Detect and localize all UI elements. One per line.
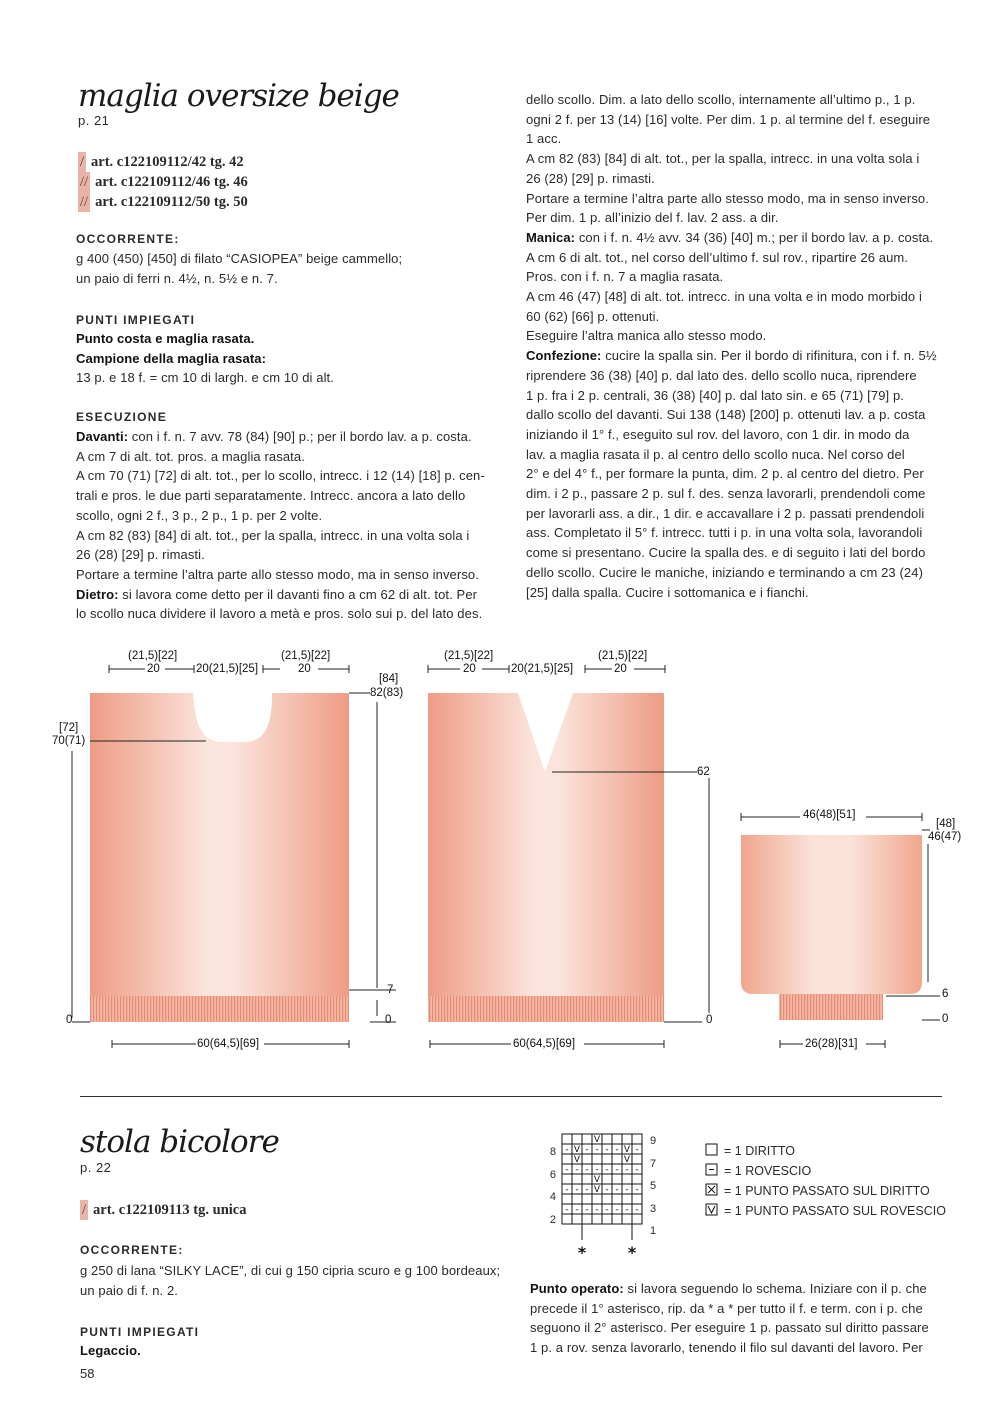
dim-label: [48] [936,818,956,830]
legend-item: = 1 PUNTO PASSATO SUL DIRITTO [724,1184,930,1198]
dim-label: 0 [706,1014,713,1026]
svg-text:-: - [565,1165,569,1175]
svg-text:-: - [605,1165,609,1175]
svg-text:V: V [573,1155,581,1165]
svg-text:-: - [605,1205,609,1215]
svg-text:-: - [585,1165,589,1175]
dim-label: (21,5)[22] [281,650,331,662]
svg-text:-: - [625,1205,629,1215]
materials-text: g 250 di lana “SILKY LACE”, di cui g 150 cipria scuro e g 100 bordeaux; un paio di f. n. 2. [80,1263,501,1298]
dim-label: 26(28)[31] [805,1038,858,1050]
article-line: / art. c122109113 tg. unica [82,1202,247,1218]
svg-text:-: - [635,1165,639,1175]
dim-label: 20(21,5)[25] [511,663,574,675]
svg-text:-: - [605,1185,609,1195]
dim-label: 0 [942,1013,949,1025]
dim-label: 60(64,5)[69] [513,1038,576,1050]
svg-text:-: - [615,1165,619,1175]
dim-label: (21,5)[22] [444,650,494,662]
dim-label: 82(83) [370,687,404,699]
svg-text:-: - [615,1185,619,1195]
dim-label: [84] [379,673,399,685]
size-marker: // [80,194,89,210]
dim-label: 62 [697,766,710,778]
article-line: // art. c122109112/46 tg. 46 [80,174,248,190]
svg-text:V: V [623,1145,631,1155]
dim-label: 20 [463,663,476,675]
legend-item: = 1 DIRITTO [724,1144,795,1158]
svg-text:-: - [585,1205,589,1215]
dim-label: 70(71) [52,735,86,747]
article-line: // art. c122109112/50 tg. 50 [80,194,248,210]
svg-text:-: - [595,1145,599,1155]
stitches-text: Punto costa e maglia rasata. Campione della maglia rasata: 13 p. e 18 f. = cm 10 di largh. e cm 10 di alt. [76,331,334,386]
chart-row-numbers-right: 9 7 5 3 1 [650,1135,657,1237]
legend-empty-box [706,1144,717,1155]
stitches-text: Legaccio. [80,1343,141,1358]
dim-label: 20(21,5)[25] [196,663,259,675]
instructions-left-column: Davanti: con i f. n. 7 avv. 78 (84) [90] p.; per il bordo lav. a p. costa. A cm 7 di alt. tot. pros. a maglia rasata. A cm 70 (71) [72] di alt. tot., per lo scollo, intrecc. i 12 (14) [18] p. cen- trali e pros. le due parti separatamente. Intrecc. ancora a lato dello scollo, ogni 2 f., 3 p., 2 p., 1 p. per 2 volte. A cm 82 (83) [84] di alt. tot., per la spalla, intrecc. in una volta sola i 26 (28) [29] p. rimasti. Portare a termine l’altra parte allo stesso modo, ma in senso inverso. Dietro: si lavora come detto per il davanti fino a cm 62 di alt. tot. Per lo scollo nuca dividere il lavoro a metà e pros. solo sui p. del lato des. [76,429,485,622]
svg-text:-: - [635,1205,639,1215]
pattern-title: maglia oversize beige [78,78,399,114]
page-number: 58 [80,1366,95,1381]
size-marker: / [80,154,85,170]
dim-label: (21,5)[22] [128,650,178,662]
pattern-title: stola bicolore [80,1124,279,1160]
article-line: / art. c122109112/42 tg. 42 [80,154,244,170]
svg-text:V: V [593,1175,601,1185]
svg-text:-: - [625,1185,629,1195]
dim-label: 7 [387,984,394,996]
svg-text:-: - [595,1165,599,1175]
svg-text:-: - [575,1205,579,1215]
svg-text:-: - [635,1185,639,1195]
dim-label: 0 [385,1014,392,1026]
dim-label: 60(64,5)[69] [197,1038,260,1050]
svg-text:V: V [573,1145,581,1155]
section-heading: OCCORRENTE: [80,1243,184,1257]
svg-text:-: - [565,1205,569,1215]
instructions-right-column: dello scollo. Dim. a lato dello scollo, internamente all’ultimo p., 1 p. ogni 2 f. per 13 (14) [16] volte. Per dim. 1 p. al termine del f. eseguire 1 acc. A cm 82 (83) [84] di alt. tot., per la spalla, intrecc. in una volta sola i 26 (28) [29] p. rimasti. Portare a termine l’altra parte allo stesso modo, ma in senso inverso. Per dim. 1 p. all’inizio del f. lav. 2 ass. a dir. Manica: con i f. n. 4½ avv. 34 (36) [40] m.; per il bordo lav. a p. costa. A cm 6 di alt. tot., nel corso dell’ultimo f. sul rov., ripartire 26 aum. Pros. con i f. n. 7 a maglia rasata. A cm 46 (47) [48] di alt. tot. intrecc. in una volta e in modo morbido i 60 (62) [66] p. ottenuti. Eseguire l’altra manica allo stesso modo. Confezione: cucire la spalla sin. Per il bordo di rifinitura, con i f. n. 5½ riprendere 36 (38) [40] p. dal lato des. dello scollo nuca, riprendere 1 p. fra i 2 p. centrali, 36 (38) [40] p. dal lato sin. e 65 (71) [79] p. dallo scollo del davanti. Sui 138 (148) [200] p. ottenuti lav. a p. costa iniziando il 1° f., eseguito sul rov. del lavoro, con 1 dir. in modo da lav. a maglia rasata il p. al centro dello scollo nuca. Nel corso del 2° e del 4° f., per formare la punta, dim. 2 p. al centro del dietro. Per dim. i 2 p., passare 2 p. sul f. des. senza lavorarli, prendendoli come per lavorarli ass. a dir., 1 dir. e accavallare i 2 p. passati prendendoli ass. Completato il 5° f. intrecc. tutti i p. in una volta sola, lavorandoli come si presentano. Cucire la spalla des. e di seguito i lati del bordo dello scollo. Cucire le maniche, iniziando e terminando a cm 23 (24) [25] dalla spalla. Cucire i sottomanica e i fianchi. [526,92,937,600]
svg-text:-: - [585,1185,589,1195]
dim-label: 20 [298,663,311,675]
section-heading: PUNTI IMPIEGATI [80,1325,200,1339]
page-reference: p. 21 [78,113,110,128]
dim-label: [72] [59,722,79,734]
svg-text:V: V [593,1135,601,1145]
dim-label: 6 [942,988,949,1000]
svg-text:-: - [635,1145,639,1155]
svg-text:V: V [593,1185,601,1195]
punto-operato-text: Punto operato: si lavora seguendo lo schema. Iniziare con il p. che precede il 1° asterisco, rip. da * a * per tutto il f. e term. con i p. che seguono il 2° asterisco. Per eseguire 1 p. passato sul diritto passare 1 p. a rov. senza lavorarlo, tenendo il filo sul davanti del lavoro. Per [530,1281,929,1356]
svg-text:-: - [605,1145,609,1155]
svg-text:-: - [575,1185,579,1195]
svg-text:-: - [575,1165,579,1175]
materials-text: g 400 (450) [450] di filato “CASIOPEA” beige cammello; un paio di ferri n. 4½, n. 5½ e n. 7. [76,251,403,286]
dim-label: 46(48)[51] [803,809,856,821]
legend-item: = 1 ROVESCIO [724,1164,812,1178]
section-heading: OCCORRENTE: [76,232,180,246]
svg-text:-: - [565,1145,569,1155]
dim-label: 0 [66,1014,73,1026]
svg-text:*: * [577,1243,587,1262]
svg-text:-: - [595,1205,599,1215]
svg-text:-: - [585,1145,589,1155]
chart-row-numbers-left: 8 6 4 2 [549,1146,556,1226]
svg-text:-: - [615,1205,619,1215]
size-marker: // [80,174,89,190]
svg-text:*: * [627,1243,637,1262]
section-heading: PUNTI IMPIEGATI [76,313,196,327]
dim-label: 20 [614,663,627,675]
svg-text:-: - [565,1185,569,1195]
chart-legend [724,1141,946,1221]
page-reference: p. 22 [80,1160,112,1175]
dim-label: 46(47) [928,831,962,843]
legend-item: = 1 PUNTO PASSATO SUL ROVESCIO [724,1204,946,1218]
svg-text:-: - [615,1145,619,1155]
svg-text:-: - [625,1165,629,1175]
dim-label: 20 [147,663,160,675]
dim-label: (21,5)[22] [598,650,648,662]
size-marker: / [82,1202,87,1218]
svg-text:V: V [623,1155,631,1165]
section-heading: ESECUZIONE [76,410,168,424]
